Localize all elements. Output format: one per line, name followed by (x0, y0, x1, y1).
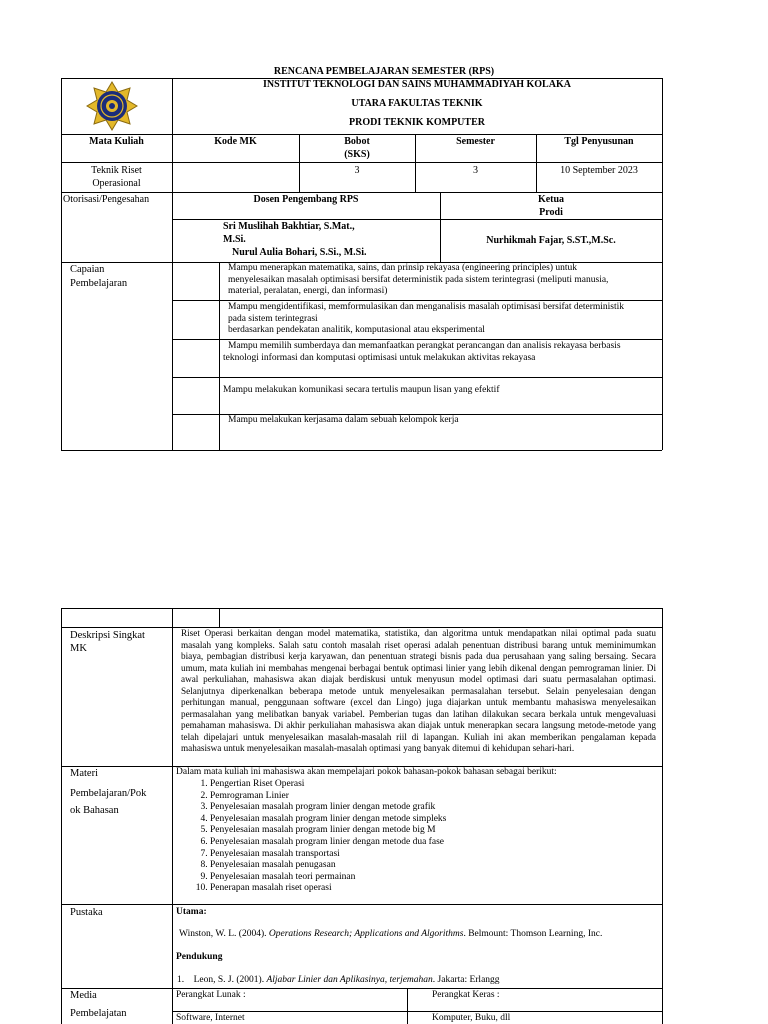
list-item: 8. Penyelesaian masalah penugasan (210, 860, 690, 872)
list-item: 5. Penyelesaian masalah program linier dengan metode big M (210, 825, 690, 837)
cpl-item-3: Mampu memilih sumberdaya dan memanfaatkan perangkat perancangan dan analisis rekayasa berbasis teknologi informasi dan komputasi optimisasi untuk melakukan aktivitas rekayasa (223, 341, 621, 363)
cpl-item-4: Mampu melakukan komunikasi secara tertulis maupun lisan yang efektif (223, 385, 500, 395)
pustaka-utama-ref: Winston, W. L. (2004). Operations Research; Applications and Algorithms. Belmount: Thomson Learning, Inc. (179, 929, 603, 939)
ketua-header-2: Prodi (539, 207, 563, 218)
materi-list (176, 779, 690, 895)
media-label-2: Pembelajatan (70, 1008, 127, 1019)
course-date: 10 September 2023 (560, 165, 638, 176)
list-item: 9. Penyelesaian masalah teori permainan (210, 872, 690, 884)
header-bobot: Bobot (344, 136, 370, 147)
list-item: 2. Pemrograman Linier (210, 791, 690, 803)
list-item: 7. Penyelesaian masalah transportasi (210, 849, 690, 861)
media-hardware-header: Perangkat Keras : (432, 990, 500, 1000)
university-logo (85, 80, 139, 132)
pustaka-label: Pustaka (70, 907, 103, 918)
list-item: 4. Penyelesaian masalah program linier dengan metode simpleks (210, 814, 690, 826)
list-item: 1. Pengertian Riset Operasi (210, 779, 690, 791)
faculty-name: UTARA FAKULTAS TEKNIK (351, 98, 483, 109)
ketua-header: Ketua (537, 194, 565, 205)
dosen-name-1: Sri Muslihah Bakhtiar, S.Mat., (223, 221, 355, 232)
header-tgl-penyusunan: Tgl Penyusunan (564, 136, 634, 147)
media-hardware-value: Komputer, Buku, dll (432, 1013, 511, 1023)
otorisasi-label: Otorisasi/Pengesahan (63, 194, 150, 205)
institute-name: INSTITUT TEKNOLOGI DAN SAINS MUHAMMADIYAH KOLAKA (263, 79, 571, 90)
media-software-value: Software, Internet (176, 1013, 245, 1023)
materi-intro: Dalam mata kuliah ini mahasiswa akan mempelajari pokok bahasan-pokok bahasan sebagai berikut: (176, 767, 557, 777)
cpl-item-1: Mampu menerapkan matematika, sains, dan prinsip rekayasa (engineering principles) untuk menyelesaikan masalah optimisasi bersifat deterministik pada sistem terintegrasi (meliputi manusia, material, peralatan, energi, dan informasi) (228, 263, 609, 296)
dosen-name-1b: M.Si. (223, 234, 246, 245)
ketua-name: Nurhikmah Fajar, S.ST.,M.Sc. (486, 235, 616, 246)
materi-label-2: Pembelajaran/Pok (70, 788, 147, 799)
dosen-header: Dosen Pengembang RPS (253, 194, 359, 205)
list-item: 3. Penyelesaian masalah program linier dengan metode grafik (210, 802, 690, 814)
header-kode-mk: Kode MK (214, 136, 257, 147)
media-software-header: Perangkat Lunak : (176, 990, 246, 1000)
header-bobot-sks: (SKS) (344, 149, 370, 160)
pustaka-utama-label: Utama: (176, 907, 207, 917)
deskripsi-label-2: MK (70, 643, 87, 654)
pustaka-pendukung-ref: 1. Leon, S. J. (2001). Aljabar Linier dan Aplikasinya, terjemahan. Jakarta: Erlangg (177, 975, 500, 985)
rps-title: RENCANA PEMBELAJARAN SEMESTER (RPS) (273, 66, 495, 77)
cpl-item-2: Mampu mengidentifikasi, memformulasikan dan menganalisis masalah optimisasi bersifat deterministik pada sistem terintegrasi berdasarkan pendekatan analitik, komputasional atau eksperimental (228, 302, 625, 335)
materi-label-3: ok Bahasan (70, 805, 119, 816)
deskripsi-text: Riset Operasi berkaitan dengan model matematika, statistika, dan algoritma untuk mendapatkan nilai optimal pada suatu masalah yang kompleks. Salah satu contoh masalah riset operasi adalah penentuan distribusi barang untuk meminimumkan biaya, pembagian distribusi kerja karyawan, dan penentuan strategi bisnis pada dua perusahaan yang saling bersaing. Secara umum, mata kuliah ini membahas mengenai berbagai bentuk optimasi linier yang lebih dikenal dengan pemrograman linier. Di awal perkuliahan, mahasiswa akan diajak berdiskusi untuk menyusun model optimasi dari suatu permasalahan optimasi. Selanjutnya diperkenalkan beberapa metode untuk menyelesaikan permasalahan tersebut. Selain penyelesaian dengan perhitungan manual, penggunaan software (excel dan Lingo) juga diajarkan untuk membantu mahasiswa menyelesaikan permasalahan yang melibatkan banyak variabel. Pemberian tugas dan latihan dilakukan secara berkala untuk mengevaluasi pemahaman mahasiswa. Di akhir perkuliahan mahasiswa akan diajak untuk menerapkan secara langsung metode-metode yang telah dipelajari untuk menyelesaikan masalah-masalah riil di lapangan. Kuliah ini akan memberikan pengalaman kepada mahasiswa untuk menyelesaikan masalah-masalah optimasi yang banyak ditemui di kehidupan sehari-hari. (181, 628, 656, 753)
dosen-name-2: Nurul Aulia Bohari, S.Si., M.Si. (232, 247, 367, 258)
list-item: 6. Penyelesaian masalah program linier dengan metode dua fase (210, 837, 690, 849)
course-name-2: Operasional (92, 178, 141, 189)
cpl-item-5: Mampu melakukan kerjasama dalam sebuah kelompok kerja (228, 415, 459, 425)
list-item: 10. Penerapan masalah riset operasi (210, 883, 690, 895)
header-mata-kuliah: Mata Kuliah (89, 136, 144, 147)
cpl-label: Capaian (70, 264, 105, 275)
course-credits: 3 (354, 165, 360, 176)
header-semester: Semester (456, 136, 495, 147)
deskripsi-label: Deskripsi Singkat (70, 630, 145, 641)
program-name: PRODI TEKNIK KOMPUTER (349, 117, 485, 128)
course-name: Teknik Riset (91, 165, 142, 176)
pustaka-pendukung-label: Pendukung (176, 952, 223, 962)
materi-label: Materi (70, 768, 98, 779)
cpl-label-2: Pembelajaran (70, 278, 128, 289)
course-semester: 3 (473, 165, 478, 176)
media-label: Media (70, 990, 97, 1001)
